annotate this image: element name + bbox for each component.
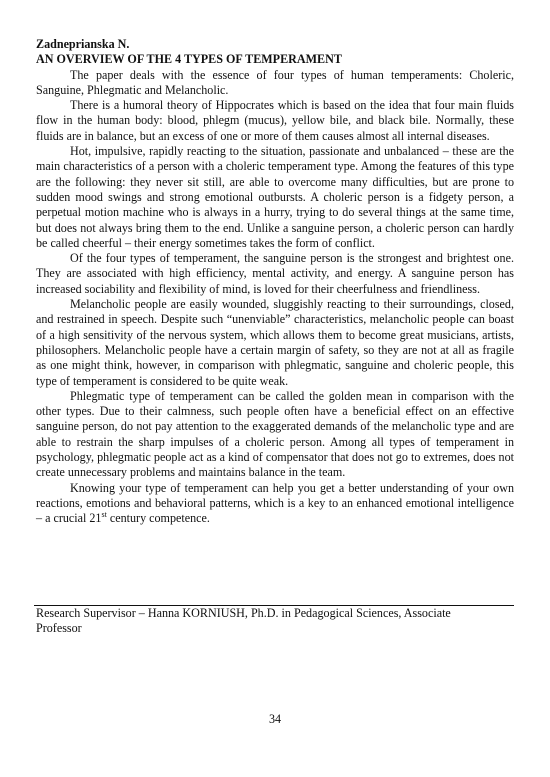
conclusion-text: Knowing your type of temperament can help you get a better understanding of your own reactions, emotions and behavioral patterns, which is a key to an enhanced emotional intelligence – a crucial 21 [36,480,514,526]
ordinal-suffix: st [101,510,107,520]
paragraph-conclusion [36,481,514,527]
paragraph-phlegmatic: Phlegmatic type of temperament can be called the golden mean in comparison with the other types. Due to their calmness, such people often have a beneficial effect on an effective sanguine person, do not pay attention to the exaggerated demands of the melancholic type and are able to restrain the sharp impulses of a choleric person. Among all types of temperament in psychology, phlegmatic people act as a kind of compensator that does not go to extremes, does not create unnecessary problems and maintains balance in the team. [36,388,514,480]
article-title: AN OVERVIEW OF THE 4 TYPES OF TEMPERAMENT [36,52,342,67]
research-supervisor [36,606,506,637]
article-body [36,37,514,527]
author-name: Zadneprianska N. [36,37,130,51]
paragraph-melancholic: Melancholic people are easily wounded, sluggishly reacting to their surroundings, closed, and restrained in speech. Despite such “unenviable” characteristics, melancholic people can boast of a high sensitivity of the nervous system, which allows them to become great musicians, artists, philosophers. Melancholic people have a certain margin of safety, so they are not at all as fragile as one might think, however, in comparison with phlegmatic, sanguine and choleric people, this type of temperament is considered to be quite weak. [36,297,514,388]
paragraph-abstract: The paper deals with the essence of four types of human temperaments: Choleric, Sanguine, Phlegmatic and Melancholic. [36,67,514,97]
paragraph-sanguine: Of the four types of temperament, the sanguine person is the strongest and brightest one. They are associated with high efficiency, mental activity, and energy. A sanguine person has increased sociability and flexibility of mind, is loved for their cheerfulness and friendliness. [36,251,514,296]
supervisor-line: Research Supervisor – Hanna KORNIUSH, Ph.D. in Pedagogical Sciences, Associate [36,606,451,620]
paragraph-choleric: Hot, impulsive, rapidly reacting to the situation, passionate and unbalanced – these are the main characteristics of a person with a choleric temperament type. Among the features of this type are the following: they never sit still, are able to overcome many difficulties, but are prone to sudden mood swings and strong emotional outbursts. A choleric person is a fidgety person, a perpetual motion machine who is always in a hurry, trying to do several things at the same time, but does not always bring them to the end. Unlike a sanguine person, a choleric person can hardly be called cheerful – their energy sometimes takes the form of conflict. [36,144,514,250]
paragraph-humoral-theory: There is a humoral theory of Hippocrates which is based on the idea that four main fluids flow in the human body: blood, phlegm (mucus), yellow bile, and black bile. Normally, these fluids are in balance, but an excess of one or more of them causes almost all internal diseases. [36,98,514,143]
conclusion-text-end: century competence. [106,511,210,526]
page-number: 34 [268,712,282,726]
supervisor-line-continued: Professor [36,621,82,636]
